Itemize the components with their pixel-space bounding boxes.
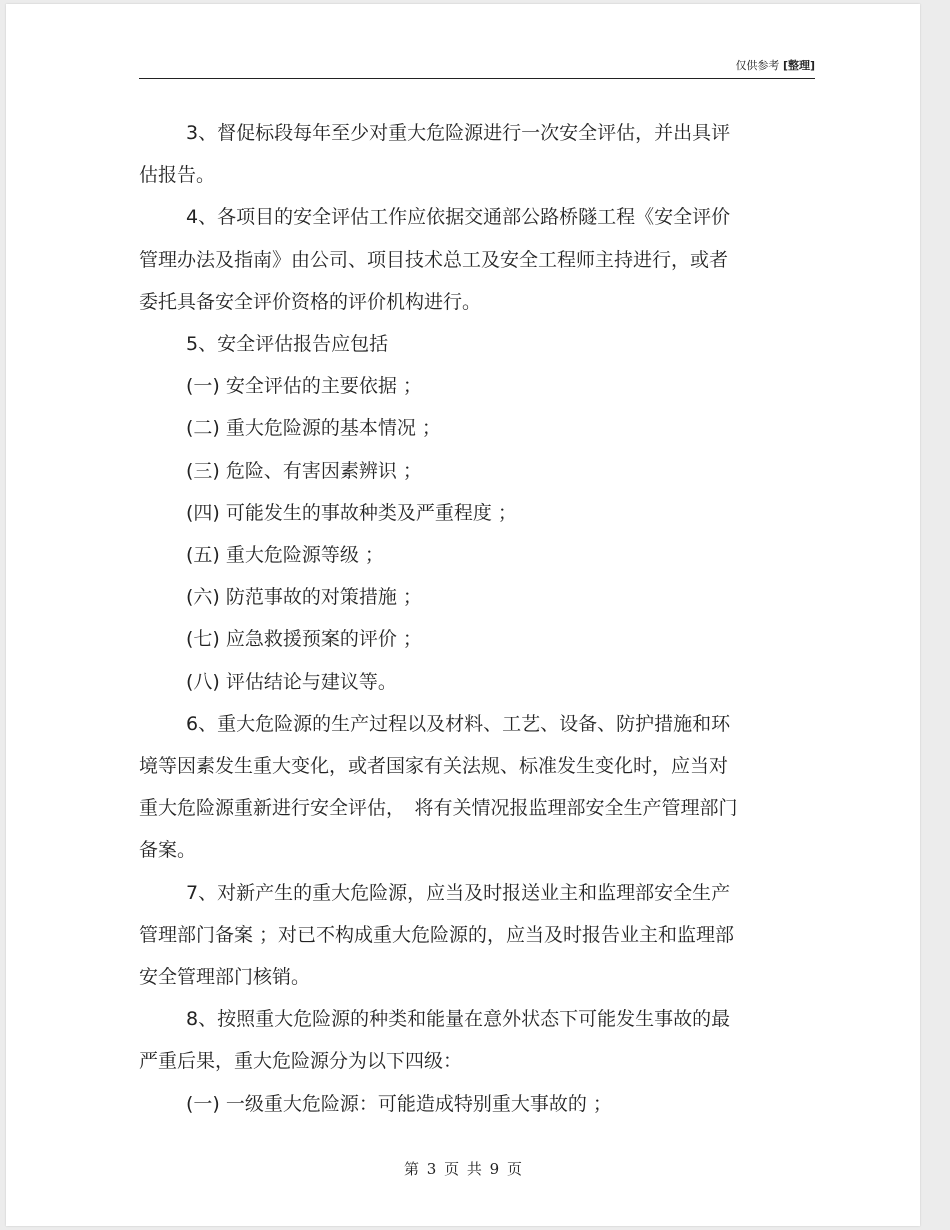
header-tag: [整理] — [782, 59, 815, 72]
text-line: (四) 可能发生的事故种类及严重程度 ； — [186, 501, 517, 524]
text-line: (二) 重大危险源的基本情况 ； — [186, 417, 441, 440]
text-line: 4、各项目的安全评估工作应依据交通部公路桥隧工程《安全评价 — [186, 206, 731, 229]
text-line: 委托具备安全评价资格的评价机构进行。 — [139, 290, 482, 313]
text-line: 境等因素发生重大变化，或者国家有关法规、标准发生变化时，应当对 — [139, 755, 729, 778]
text-line: 严重后果，重大危险源分为以下四级： — [139, 1050, 463, 1073]
text-line: (八) 评估结论与建议等。 — [186, 670, 397, 693]
text-line: (一) 一级重大危险源：可能造成特别重大事故的 ； — [186, 1092, 612, 1115]
document-page — [6, 4, 920, 1226]
text-line: (一) 安全评估的主要依据 ； — [186, 375, 422, 398]
text-line: (六) 防范事故的对策措施 ； — [186, 586, 422, 609]
text-line: 备案。 — [139, 839, 197, 862]
text-line: 3、督促标段每年至少对重大危险源进行一次安全评估，并出具评 — [186, 122, 731, 144]
text-line: 7、对新产生的重大危险源，应当及时报送业主和监理部安全生产 — [186, 881, 731, 904]
text-line: (三) 危险、有害因素辨识 ； — [186, 459, 422, 482]
text-line: 管理办法及指南》由公司、项目技术总工及安全工程师主持进行，或者 — [139, 248, 729, 271]
body-text — [139, 112, 799, 1125]
page-footer — [6, 1158, 920, 1179]
text-line: 估报告。 — [139, 164, 216, 187]
page-number: 第 3 页 共 9 页 — [404, 1160, 522, 1178]
text-line: 8、按照重大危险源的种类和能量在意外状态下可能发生事故的最 — [186, 1008, 731, 1031]
text-line: 5、安全评估报告应包括 — [186, 333, 389, 356]
text-line: 重大危险源重新进行安全评估， 将有关情况报监理部安全生产管理部门 — [139, 797, 738, 820]
text-line: (五) 重大危险源等级 ； — [186, 544, 384, 567]
header-note: 仅供参考 — [735, 59, 780, 72]
text-line: (七) 应急救援预案的评价 ； — [186, 628, 422, 651]
text-line: 6、重大危险源的生产过程以及材料、工艺、设备、防护措施和环 — [186, 712, 731, 735]
page-header — [139, 56, 815, 79]
text-line: 安全管理部门核销。 — [139, 966, 311, 989]
text-line: 管理部门备案 ；对已不构成重大危险源的，应当及时报告业主和监理部 — [139, 923, 735, 946]
